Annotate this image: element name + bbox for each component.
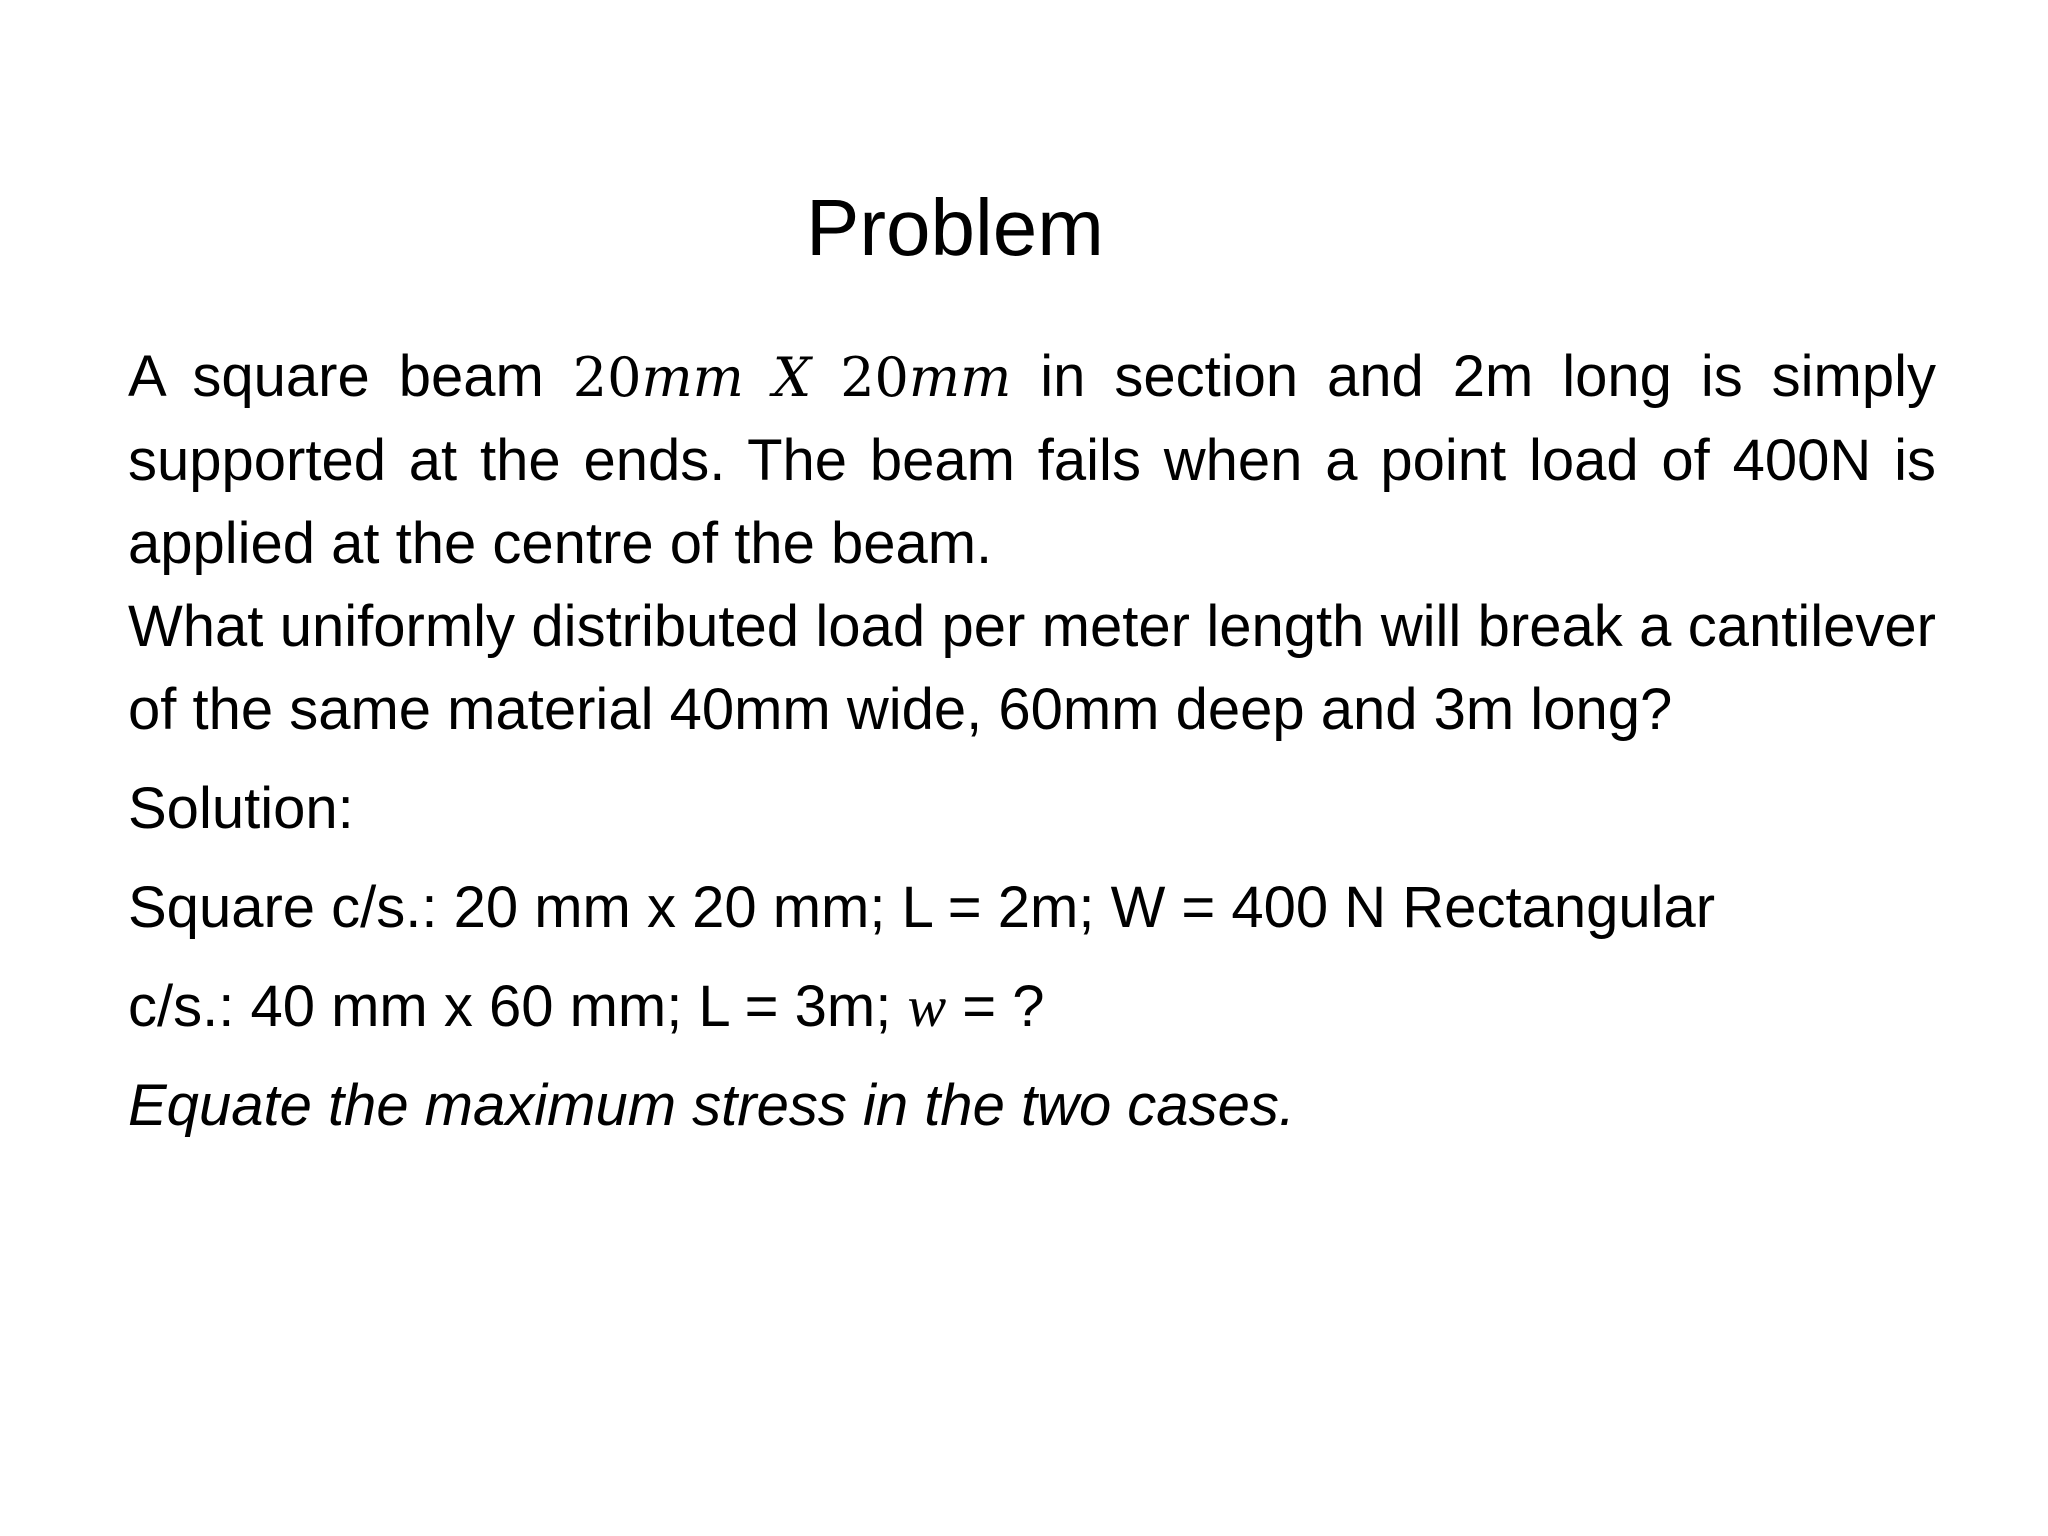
dim-20-a: 20 <box>572 346 642 409</box>
dim-mm-a: mm <box>641 346 744 409</box>
given-line-1: Square c/s.: 20 mm x 20 mm; L = 2m; W = 400 N Rectangular <box>128 875 1716 940</box>
variable-w: w <box>907 974 947 1039</box>
problem-text-a: A square beam <box>128 344 544 409</box>
dim-x: X <box>772 346 812 409</box>
solution-hint: Equate the maximum stress in the two cases. <box>128 1073 1295 1138</box>
given-line-2-suffix: = ? <box>962 974 1045 1039</box>
dim-mm-b: mm <box>908 346 1012 409</box>
solution-label: Solution: <box>128 776 354 841</box>
problem-statement <box>128 335 1936 585</box>
problem-text-b: in section and 2m long is simply supported at the ends. The beam fails when a point load of 400N is applied at the centre of the beam. <box>128 344 1936 576</box>
problem-question: What uniformly distributed load per meter length will break a cantilever of the same material 40mm wide, 60mm deep and 3m long? <box>128 594 1936 742</box>
slide-body <box>128 335 1936 1147</box>
given-line-2-prefix: c/s.: 40 mm x 60 mm; L = 3m; <box>128 974 892 1039</box>
slide-title: Problem <box>806 183 1104 272</box>
dim-20-b: 20 <box>840 346 909 409</box>
given-line-2 <box>128 965 1936 1048</box>
